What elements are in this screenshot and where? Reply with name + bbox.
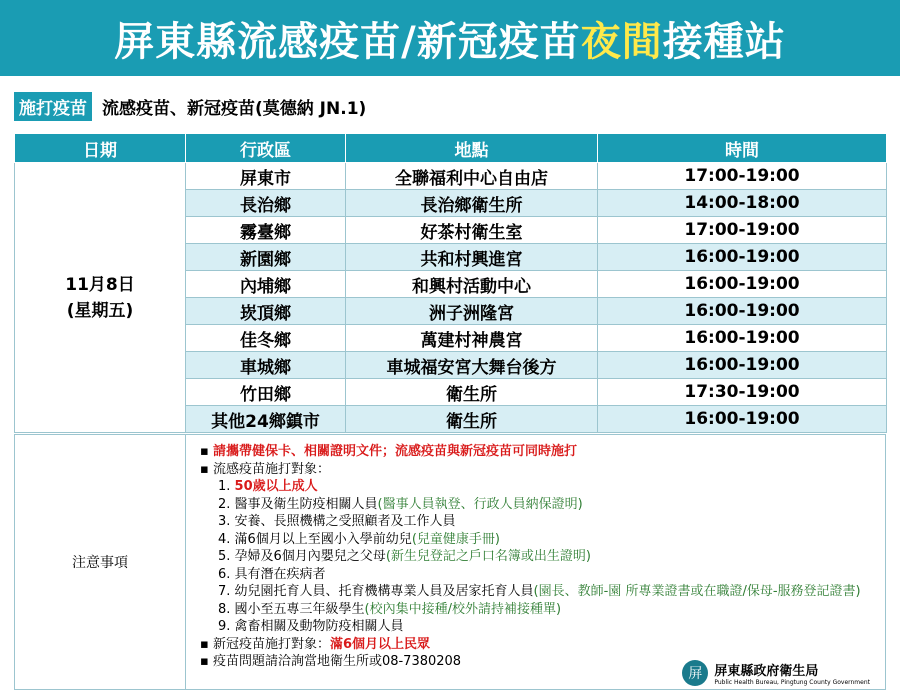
- location-cell: 車城福安宮大舞台後方: [346, 352, 598, 379]
- location-cell: 好茶村衛生室: [346, 217, 598, 244]
- header-date: 日期: [15, 134, 186, 163]
- location-cell: 和興村活動中心: [346, 271, 598, 298]
- flu-item: 3. 安養、長照機構之受照顧者及工作人員: [218, 514, 456, 529]
- location-cell: 衛生所: [346, 406, 598, 433]
- note-inquiry: ▪ 疫苗問題請洽詢當地衛生所或08-7380208: [200, 654, 462, 669]
- time-cell: 17:30-19:00: [598, 379, 887, 406]
- header-location: 地點: [346, 134, 598, 163]
- bureau-logo: [682, 660, 870, 686]
- notes-label: 注意事項: [15, 435, 186, 689]
- table-header: [15, 134, 887, 163]
- time-cell: 16:00-19:00: [598, 298, 887, 325]
- bureau-name-en: Public Health Bureau, Pingtung County Government: [714, 679, 870, 686]
- banner-title: 屏東縣流感疫苗/新冠疫苗: [114, 18, 581, 65]
- district-cell: 崁頂鄉: [186, 298, 346, 325]
- district-cell: 竹田鄉: [186, 379, 346, 406]
- time-cell: 16:00-19:00: [598, 271, 887, 298]
- district-cell: 屏東市: [186, 163, 346, 190]
- bureau-emblem-icon: 屏: [682, 660, 708, 686]
- district-cell: 長治鄉: [186, 190, 346, 217]
- notes-body: [186, 435, 869, 689]
- location-cell: 長治鄉衛生所: [346, 190, 598, 217]
- page-banner: [0, 0, 900, 76]
- time-cell: 17:00-19:00: [598, 217, 887, 244]
- time-cell: 14:00-18:00: [598, 190, 887, 217]
- time-cell: 16:00-19:00: [598, 244, 887, 271]
- vaccine-line: [14, 92, 366, 121]
- flu-item: 4. 滿6個月以上至國小入學前幼兒(兒童健康手冊): [218, 531, 500, 547]
- flu-item: 8. 國小至五專三年級學生(校內集中接種/校外請持補接種單): [218, 601, 562, 617]
- bureau-name: 屏東縣政府衛生局: [714, 664, 819, 679]
- notes-section: [14, 434, 886, 690]
- date-text: 11月8日: [65, 274, 135, 295]
- district-cell: 霧臺鄉: [186, 217, 346, 244]
- note-flu-title: ▪ 流感疫苗施打對象：: [200, 461, 330, 477]
- flu-item: 1. 50歲以上成人: [218, 479, 318, 494]
- schedule-table: [14, 133, 887, 433]
- district-cell: 車城鄉: [186, 352, 346, 379]
- flu-item: 6. 具有潛在疾病者: [218, 566, 326, 582]
- district-cell: 佳冬鄉: [186, 325, 346, 352]
- table-row: [15, 163, 887, 190]
- flu-item: 7. 幼兒園托育人員、托育機構專業人員及居家托育人員(園長、教師-園 所專業證書或在職證/保母-服務登記證書): [218, 584, 861, 599]
- header-district: 行政區: [186, 134, 346, 163]
- location-cell: 衛生所: [346, 379, 598, 406]
- header-time: 時間: [598, 134, 887, 163]
- vaccine-text: 流感疫苗、新冠疫苗(莫德納 JN.1): [102, 99, 367, 119]
- flu-item: 2. 醫事及衛生防疫相關人員(醫事人員執登、行政人員納保證明): [218, 496, 583, 512]
- time-cell: 17:00-19:00: [598, 163, 887, 190]
- note-covid: ▪ 新冠疫苗施打對象：滿6個月以上民眾: [200, 636, 431, 652]
- time-cell: 16:00-19:00: [598, 406, 887, 433]
- flu-item: 9. 禽畜相關及動物防疫相關人員: [218, 619, 404, 634]
- district-cell: 新園鄉: [186, 244, 346, 271]
- vaccine-tag: 施打疫苗: [14, 92, 92, 121]
- date-cell: [15, 163, 186, 433]
- time-cell: 16:00-19:00: [598, 325, 887, 352]
- note-bring: ▪ 請攜帶健保卡、相關證明文件；流感疫苗與新冠疫苗可同時施打: [200, 444, 577, 459]
- district-cell: 其他24鄉鎮市: [186, 406, 346, 433]
- location-cell: 全聯福利中心自由店: [346, 163, 598, 190]
- location-cell: 共和村興進宮: [346, 244, 598, 271]
- location-cell: 洲子洲隆宮: [346, 298, 598, 325]
- banner-highlight: 夜間: [580, 18, 663, 65]
- location-cell: 萬建村神農宮: [346, 325, 598, 352]
- time-cell: 16:00-19:00: [598, 352, 887, 379]
- weekday-text: (星期五): [66, 300, 134, 321]
- flu-item: 5. 孕婦及6個月內嬰兒之父母(新生兒登記之戶口名簿或出生證明): [218, 549, 591, 564]
- banner-title-end: 接種站: [662, 18, 786, 65]
- district-cell: 內埔鄉: [186, 271, 346, 298]
